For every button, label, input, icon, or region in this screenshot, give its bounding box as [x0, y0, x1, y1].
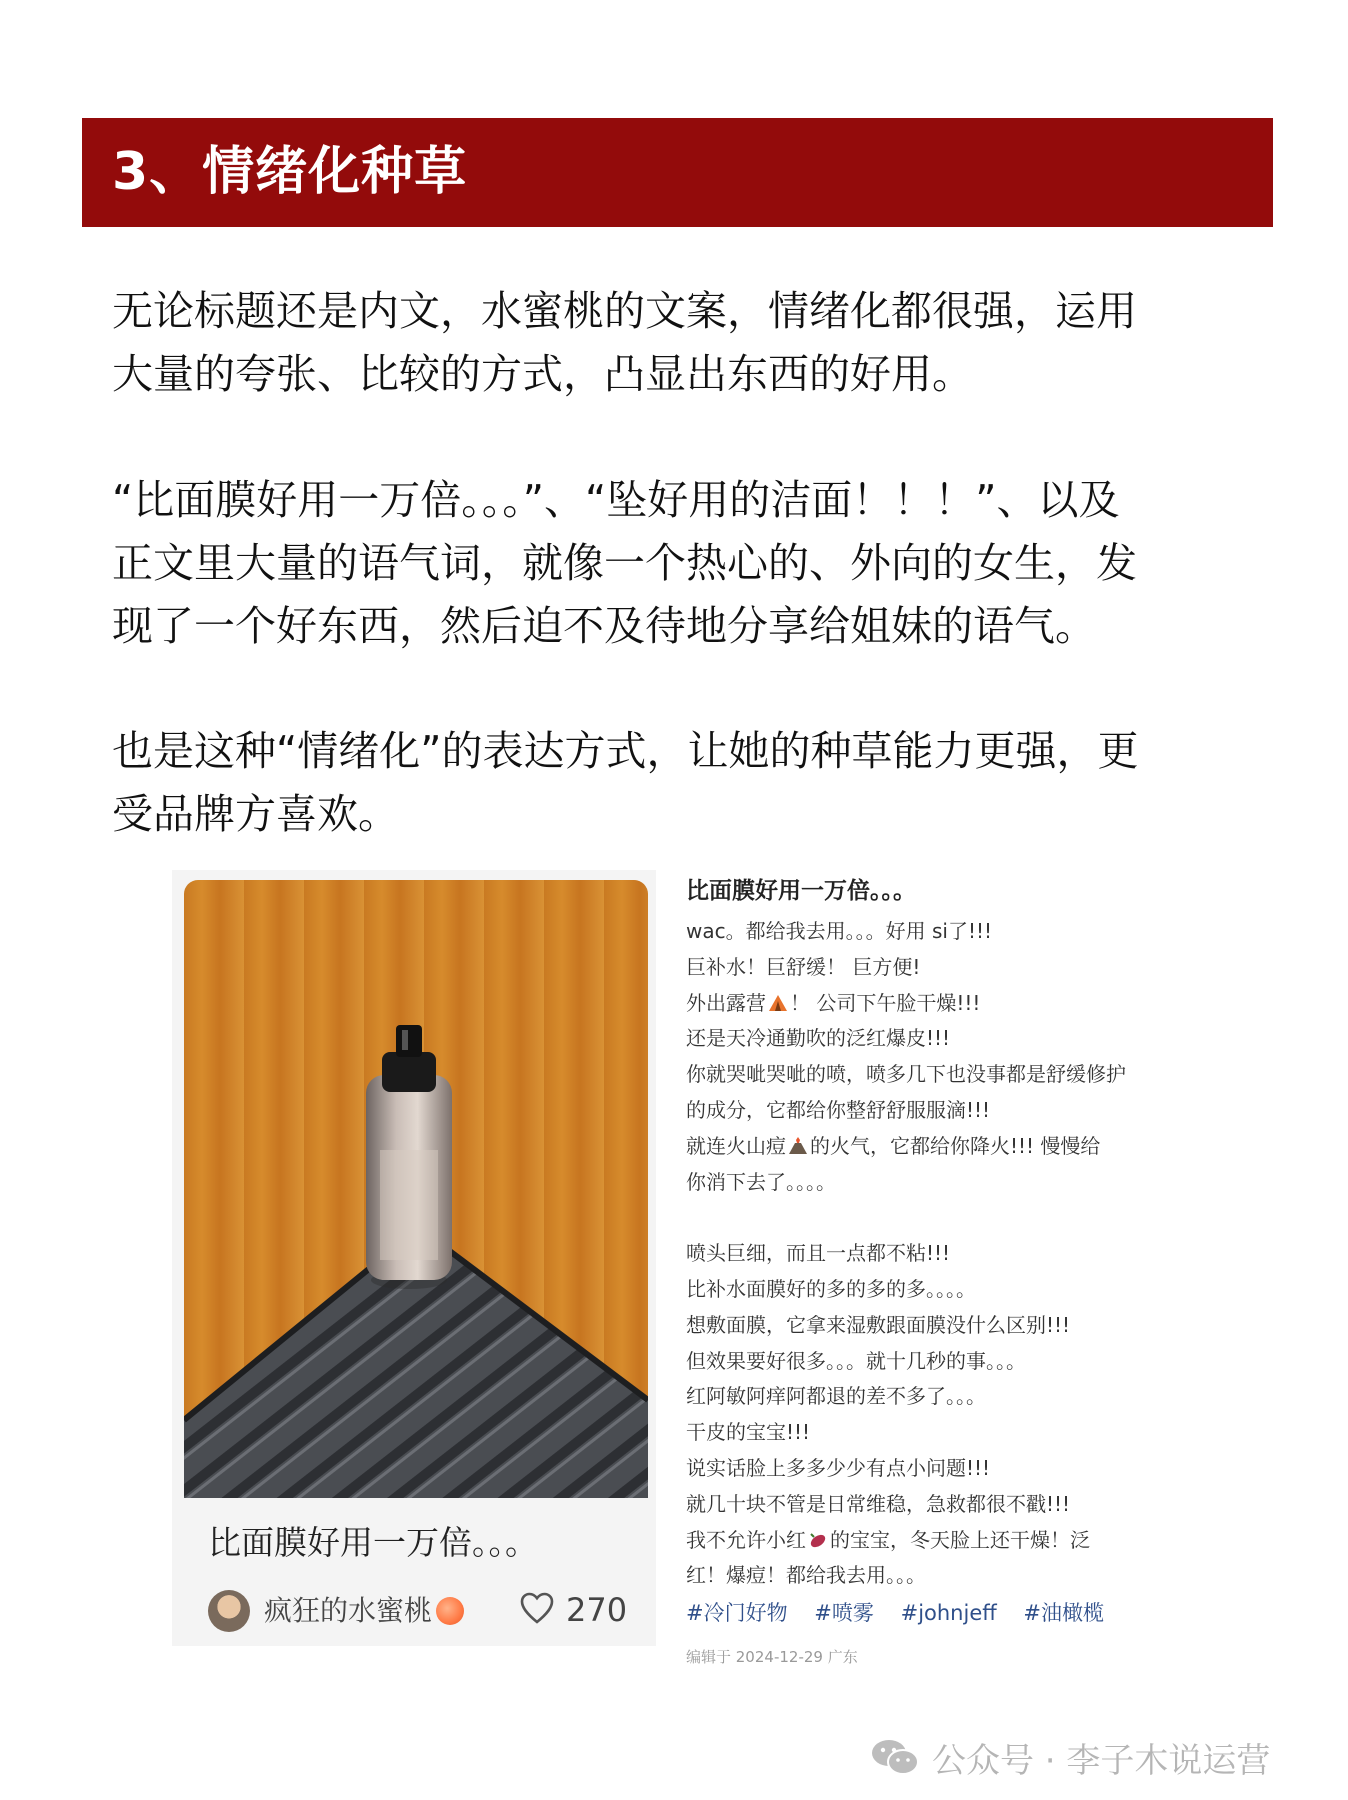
post-line: 说实话脸上多多少少有点小问题!!! — [686, 1455, 991, 1480]
post-line-text: ！ 公司下午脸干燥!!! — [790, 990, 981, 1015]
post-line: wac。都给我去用。。。好用 si了!!! — [686, 919, 992, 943]
edit-meta: 编辑于 2024-12-29 广东 — [686, 1648, 858, 1666]
hashtag-link[interactable]: #喷雾 — [814, 1601, 874, 1626]
paragraph-2 — [112, 469, 1242, 658]
post-line-text: 的宝宝，冬天脸上还干燥！泛 — [830, 1527, 1090, 1552]
post-line-text: 就连火山痘 — [686, 1133, 786, 1158]
paragraph-1 — [112, 280, 1242, 406]
note-card[interactable] — [172, 870, 656, 1646]
post-title: 比面膜好用一万倍。。。 — [686, 878, 916, 904]
heart-icon[interactable] — [520, 1592, 554, 1624]
hashtag-link[interactable]: #johnjeff — [900, 1601, 997, 1626]
post-line — [686, 1523, 1216, 1559]
post-line: 的成分，它都给你整舒舒服服滴!!! — [686, 1097, 991, 1122]
post-line: 但效果要好很多。。。就十几秒的事。。。 — [686, 1348, 1026, 1373]
peach-icon — [436, 1597, 464, 1625]
post-line-text: 我不允许小红 — [686, 1527, 806, 1552]
post-line: 干皮的宝宝!!! — [686, 1420, 811, 1445]
post-line-text: 外出露营 — [686, 990, 766, 1015]
post-line: 想敷面膜，它拿来湿敷跟面膜没什么区别!!! — [686, 1312, 1071, 1337]
post-line-text: 的火气，它都给你降火!!! 慢慢给 — [810, 1133, 1101, 1158]
paragraph-line: 无论标题还是内文，水蜜桃的文案，情绪化都很强，运用 — [112, 287, 1137, 335]
post-line — [686, 1200, 1216, 1236]
like-count: 270 — [566, 1591, 628, 1629]
post-line: 红阿敏阿痒阿都退的差不多了。。。 — [686, 1384, 986, 1409]
hashtag-list — [686, 1596, 1216, 1630]
avatar[interactable] — [208, 1590, 250, 1632]
paragraph-line: 受品牌方喜欢。 — [112, 790, 399, 838]
footer-text: 公众号 · 李子木说运营 — [932, 1740, 1271, 1781]
author-name[interactable] — [264, 1590, 464, 1632]
post-line: 巨补水！巨舒缓！ 巨方便! — [686, 954, 921, 979]
section-banner — [82, 118, 1273, 227]
paragraph-line: 正文里大量的语气词，就像一个热心的、外向的女生，发 — [112, 539, 1137, 587]
post-line: 你就哭呲哭呲的喷，喷多几下也没事都是舒缓修护 — [686, 1062, 1126, 1087]
post-line: 比补水面膜好的多的多的多。。。。 — [686, 1276, 976, 1301]
footer-watermark — [870, 1732, 1270, 1782]
post-body — [686, 874, 1216, 1630]
paragraph-line: “比面膜好用一万倍。。。”、“坠好用的洁面！！！”、以及 — [112, 476, 1120, 524]
post-line — [686, 1129, 1216, 1165]
product-photo — [184, 880, 648, 1498]
volcano-icon — [788, 1136, 808, 1156]
post-line: 你消下去了。。。。 — [686, 1169, 836, 1194]
wechat-icon — [870, 1737, 920, 1777]
section-heading: 3、情绪化种草 — [112, 142, 468, 202]
post-line: 还是天冷通勤吹的泛红爆皮!!! — [686, 1026, 951, 1051]
post-line: 喷头巨细，而且一点都不粘!!! — [686, 1241, 951, 1266]
post-line: 就几十块不管是日常维稳，急救都很不戳!!! — [686, 1491, 1071, 1516]
post-line: 红！爆痘！都给我去用。。。 — [686, 1563, 926, 1588]
hashtag-link[interactable]: #油橄榄 — [1023, 1601, 1105, 1626]
card-title: 比面膜好用一万倍。。。 — [208, 1523, 538, 1562]
tent-icon — [768, 993, 788, 1013]
post-line — [686, 986, 1216, 1022]
author-name-text: 疯狂的水蜜桃 — [264, 1594, 433, 1627]
paragraph-3 — [112, 720, 1242, 846]
paragraph-line: 也是这种“情绪化”的表达方式，让她的种草能力更强，更 — [112, 727, 1139, 775]
hashtag-link[interactable]: #冷门好物 — [686, 1601, 788, 1626]
sweet-potato-icon — [808, 1530, 828, 1550]
paragraph-line: 大量的夸张、比较的方式，凸显出东西的好用。 — [112, 350, 973, 398]
paragraph-line: 现了一个好东西，然后迫不及待地分享给姐妹的语气。 — [112, 602, 1096, 650]
